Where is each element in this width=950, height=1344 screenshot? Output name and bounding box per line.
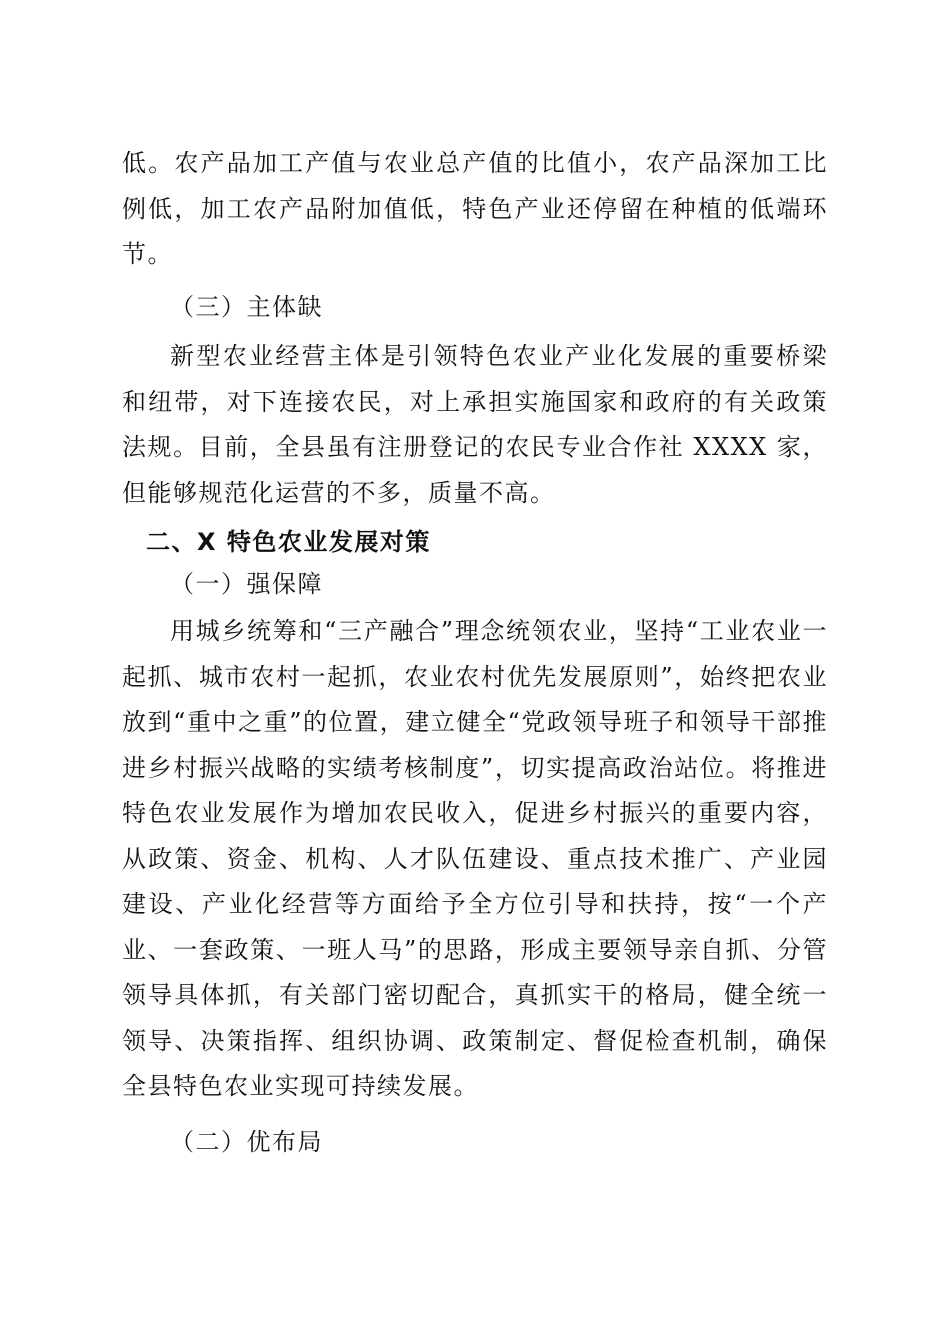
subheading-zhuti-que: （三）主体缺 <box>170 292 323 321</box>
paragraph-guarantee: 用城乡统筹和“三产融合”理念统领农业，坚持“工业农业一起抓、城市农村一起抓，农业农村优先发展原则”，始终把农业放到“重中之重”的位置，建立健全“党政领导班子和领导干部推进乡村振兴战略的实绩考核制度”，切实提高政治站位。将推进特色农业发展作为增加农民收入，促进乡村振兴的重要内容，从政策、资金、机构、人才队伍建设、重点技术推广、产业园建设、产业化经营等方面给予全方位引导和扶持，按“一个产业、一套政策、一班人马”的思路，形成主要领导亲自抓、分管领导具体抓，有关部门密切配合，真抓实干的格局，健全统一领导、决策指挥、组织协调、政策制定、督促检查机制，确保全县特色农业实现可持续发展。 <box>122 617 828 1100</box>
paragraph-new-operators: 新型农业经营主体是引领特色农业产业化发展的重要桥梁和纽带，对下连接农民，对上承担实施国家和政府的有关政策法规。目前，全县虽有注册登记的农民专业合作社 XXXX 家，但能够规范化运营的不多，质量不高。 <box>122 342 828 507</box>
subheading-you-buju: （二）优布局 <box>170 1127 323 1156</box>
document-body <box>122 141 828 1165</box>
subheading-qiang-baozhang: （一）强保障 <box>170 569 323 598</box>
section-heading-countermeasures: 二、X 特色农业发展对策 <box>146 528 431 556</box>
paragraph-continuation: 低。农产品加工产值与农业总产值的比值小，农产品深加工比例低，加工农产品附加值低，特色产业还停留在种植的低端环节。 <box>122 149 828 268</box>
